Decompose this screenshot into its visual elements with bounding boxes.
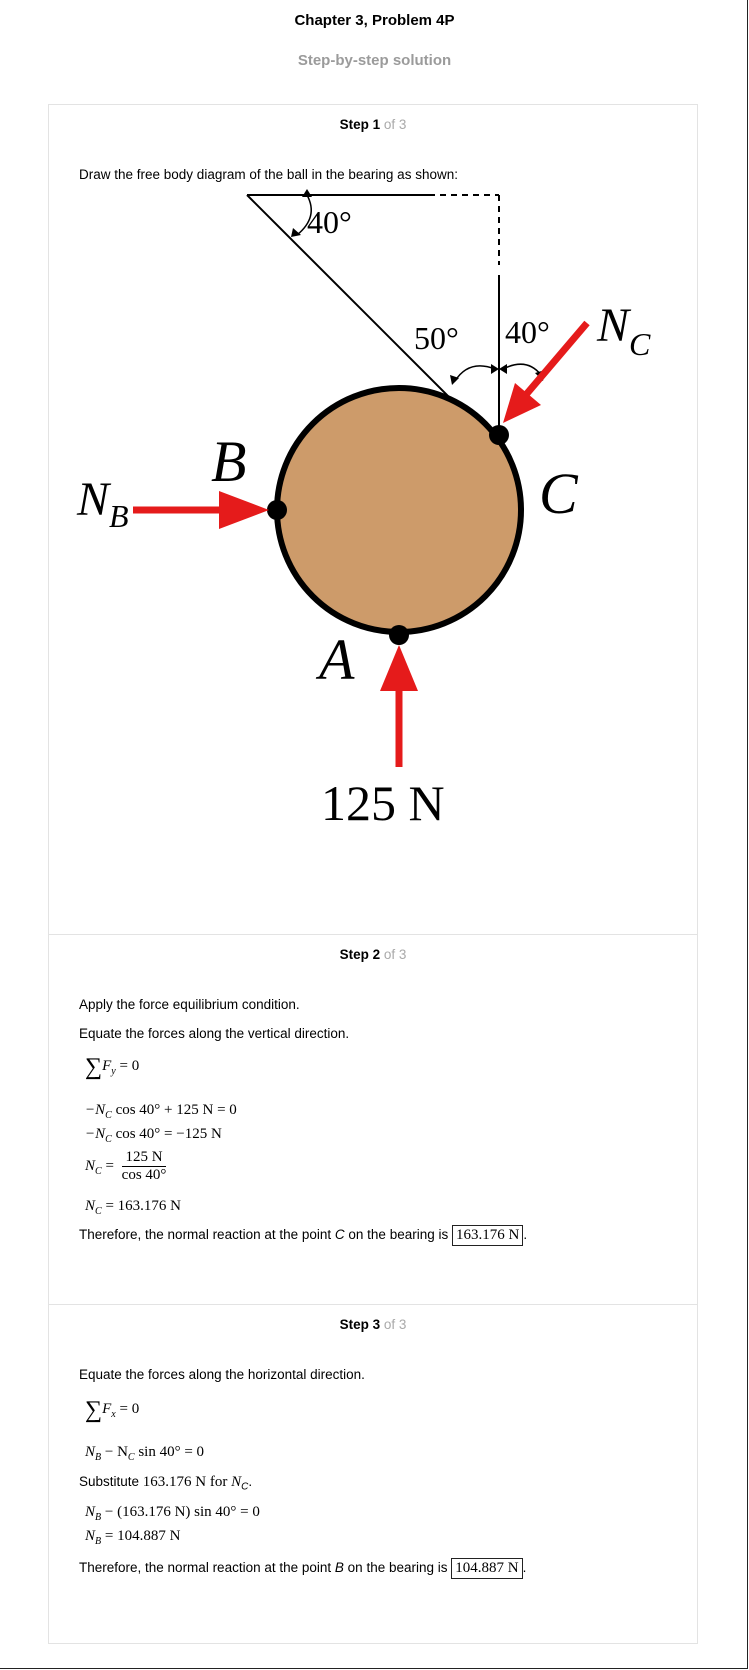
step-3-label: Step 3 [339,1317,381,1332]
step-3-count: of 3 [383,1317,407,1332]
step-2-count: of 3 [383,947,407,962]
point-label-a: A [319,627,355,692]
step-1-count: of 3 [383,117,407,132]
step-2-header [49,947,697,962]
step-2-equation-4: $N_C$ = $\frac{125 N}{\cos 40^\circ}$ [85,1149,167,1183]
step-2-answer: 163.176 N [452,1225,523,1246]
step-3-substitute: Substitute 163.176 N for $N_C$. [79,1474,253,1493]
contact-point-b [267,500,287,520]
force-arrow-nb [133,491,269,529]
angle-label-top: 40° [307,204,352,240]
point-label-b: B [211,429,247,494]
load-label: 125 N [321,775,445,831]
step-1-header [49,117,697,132]
force-arrow-load [380,645,418,767]
arc-arrowhead [302,189,312,197]
step-3-equation-3: $N_B - (163.176$ N) sin 40° = 0 [85,1504,260,1523]
step-2-equation-2: $-N_C$ cos 40° + 125 N = 0 [85,1102,237,1121]
ball [277,388,521,632]
step-1-intro: Draw the free body diagram of the ball in the bearing as shown: [79,167,458,182]
step-2-label: Step 2 [339,947,381,962]
step-2-equation-5: $N_C = 163.176$ N [85,1198,181,1217]
step-2-line-1: Apply the force equilibrium condition. [79,997,300,1012]
step-2-conclusion: Therefore, the normal reaction at the point C on the bearing is 163.176 N . [79,1225,527,1246]
angle-arc-left [455,366,495,381]
force-label-nb: $N_B$ [77,473,129,534]
step-3-card [48,1304,698,1644]
step-3-line-1: Equate the forces along the horizontal direction. [79,1367,365,1382]
step-3-header [49,1317,697,1332]
arc-arrowhead [491,364,499,374]
step-1-label: Step 1 [339,117,381,132]
angle-label-right: 40° [505,314,550,350]
step-2-equation-3: $-N_C$ cos 40° = −125 N [85,1126,222,1145]
step-2-equation-1: $\sum F_y = 0$ [85,1054,140,1080]
point-label-c: C [539,461,578,526]
step-2-card [48,934,698,1305]
fraction: $\frac{125 N}{\cos 40^\circ}$ [121,1149,167,1183]
step-3-conclusion: Therefore, the normal reaction at the point B on the bearing is 104.887 N . [79,1558,526,1579]
force-label-nc: $N_C$ [597,299,651,362]
contact-point-a [389,625,409,645]
arc-arrowhead [499,364,507,374]
step-3-equation-2: $N_B - N_C$ sin 40° = 0 [85,1444,205,1463]
contact-point-c [489,425,509,445]
angle-arc-right [503,364,541,375]
step-3-answer: 104.887 N [451,1558,522,1579]
step-3-equation-1: $\sum F_x = 0$ [85,1397,140,1423]
step-2-line-2: Equate the forces along the vertical direction. [79,1026,350,1041]
step-3-equation-4: $N_B = 104.887$ N [85,1528,181,1547]
angle-label-left: 50° [414,320,459,356]
step-1-card [48,104,698,935]
free-body-diagram [49,175,699,885]
page-title: Chapter 3, Problem 4P [294,12,455,29]
page-subtitle: Step-by-step solution [297,52,452,69]
